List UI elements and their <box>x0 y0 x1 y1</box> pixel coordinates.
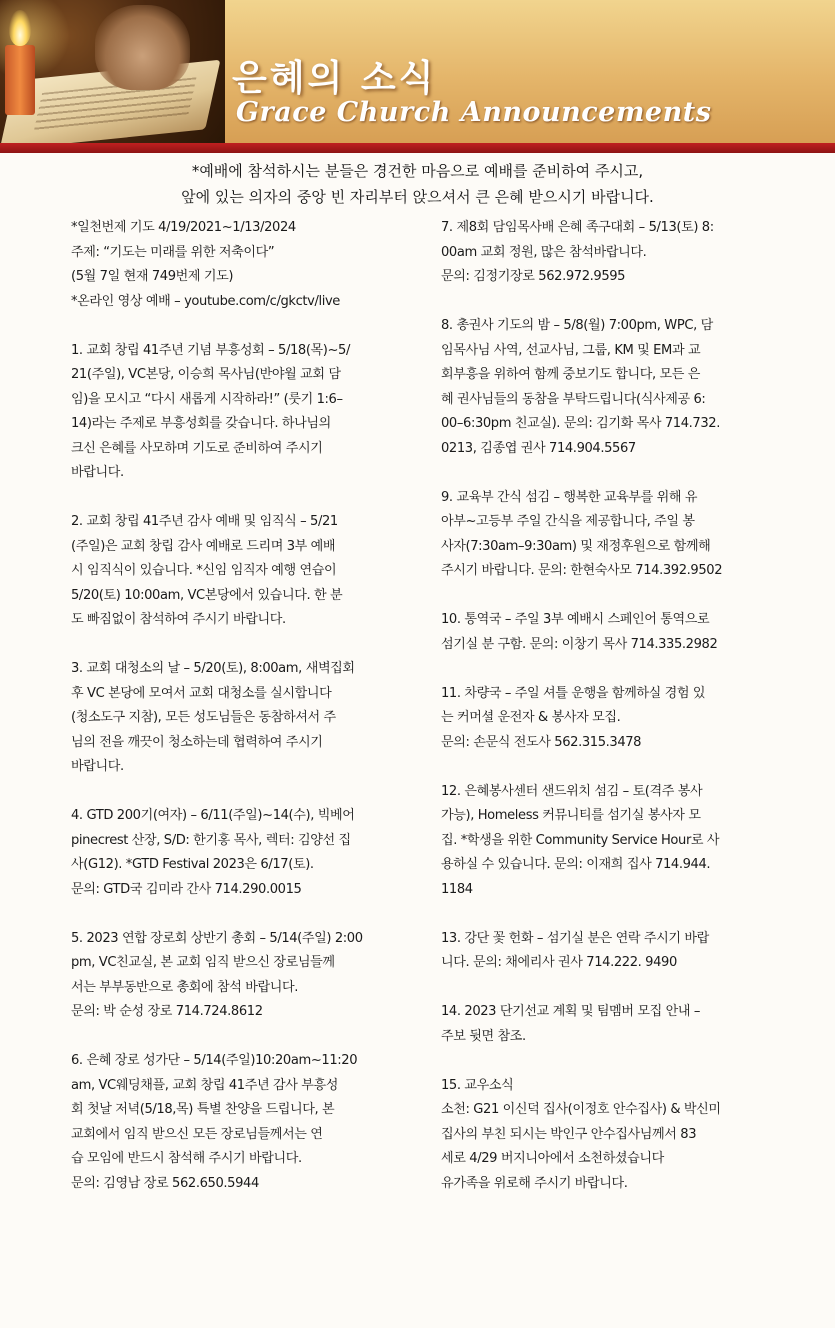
announcement-line: 주제: “기도는 미래를 위한 저축이다” <box>71 244 275 260</box>
announcement-line: am, VC웨딩채플, 교회 창립 41주년 감사 부흥성 <box>71 1077 338 1093</box>
worship-notice <box>0 158 835 210</box>
block-spacer <box>71 902 433 927</box>
announcement-line: pm, VC친교실, 본 교회 임직 받으신 장로님들께 <box>71 955 335 970</box>
block-spacer <box>71 780 433 805</box>
announcement-line: 혜 권사님들의 동참을 부탁드립니다(식사제공 6: <box>441 391 706 407</box>
announcement-line: 10. 통역국 – 주일 3부 예배시 스페인어 통역으로 <box>441 612 710 627</box>
block-spacer <box>71 486 433 511</box>
announcement-item <box>71 1049 433 1196</box>
block-spacer <box>71 314 433 339</box>
announcement-line: 문의: 김영남 장로 562.650.5944 <box>71 1175 259 1191</box>
announcement-line: (청소도구 지참), 모든 성도님들은 동참하셔서 주 <box>71 710 336 725</box>
announcement-line: 13. 강단 꽃 헌화 – 섬기실 분은 연락 주시기 바랍 <box>441 930 709 946</box>
announcement-line: 아부~고등부 주일 간식을 제공합니다, 주일 봉 <box>441 514 695 529</box>
announcement-line: 5/20(토) 10:00am, VC본당에서 있습니다. 한 분 <box>71 587 343 603</box>
announcements-right-column <box>441 216 803 1196</box>
announcement-line: 15. 교우소식 <box>441 1077 514 1093</box>
announcement-line: 문의: 김정기장로 562.972.9595 <box>441 269 626 284</box>
announcement-line: 주시기 바랍니다. 문의: 한현숙사모 714.392.9502 <box>441 563 723 578</box>
announcement-line: (주일)은 교회 창립 감사 예배로 드리며 3부 예배 <box>71 538 336 554</box>
block-spacer <box>441 976 803 1001</box>
notice-line: 앞에 있는 의자의 중앙 빈 자리부터 앉으셔서 큰 은혜 받으시기 바랍니다. <box>181 188 654 206</box>
announcement-line: 시 임직식이 있습니다. *신임 임직자 예행 연습이 <box>71 563 337 578</box>
announcement-line: 8. 총권사 기도의 밤 – 5/8(월) 7:00pm, WPC, 담 <box>441 318 713 333</box>
block-spacer <box>441 902 803 927</box>
announcement-line: 회부흥을 위하여 함께 중보기도 합니다, 모든 은 <box>441 367 701 382</box>
block-spacer <box>441 290 803 315</box>
announcement-line: 바랍니다. <box>71 759 124 774</box>
announcement-line: 문의: 손문식 전도사 562.315.3478 <box>441 734 642 750</box>
announcement-line: 14. 2023 단기선교 계획 및 팀멤버 모집 안내 – <box>441 1004 701 1019</box>
announcement-line: 교회에서 임직 받으신 모든 장로님들께서는 연 <box>71 1126 323 1142</box>
announcement-line: 임목사님 사역, 선교사님, 그룹, KM 및 EM과 교 <box>441 342 701 358</box>
block-spacer <box>441 584 803 609</box>
announcement-item <box>71 804 433 902</box>
announcement-line: 는 커머셜 운전자 & 봉사자 모집. <box>441 710 621 725</box>
header-divider <box>0 143 835 153</box>
announcement-item <box>441 682 803 756</box>
announcement-line: 가능), Homeless 커뮤니티를 섬기실 봉사자 모 <box>441 808 701 823</box>
announcement-line: 1184 <box>441 881 473 897</box>
announcement-line: 6. 은혜 장로 성가단 – 5/14(주일)10:20am~11:20 <box>71 1053 358 1068</box>
block-spacer <box>441 755 803 780</box>
announcement-line: 9. 교육부 간식 섬김 – 행복한 교육부를 위해 유 <box>441 489 698 505</box>
block-spacer <box>441 657 803 682</box>
announcement-line: 3. 교회 대청소의 날 – 5/20(토), 8:00am, 새벽집회 <box>71 661 355 676</box>
announcement-line: (5월 7일 현재 749번제 기도) <box>71 269 234 284</box>
announcement-line: 주보 뒷면 참조. <box>441 1028 526 1044</box>
announcement-line: 14)라는 주제로 부흥성회를 갖습니다. 하나님의 <box>71 416 331 431</box>
announcement-line: 회 첫날 저녁(5/18,목) 특별 찬양을 드립니다, 본 <box>71 1102 335 1117</box>
announcement-line: 니다. 문의: 채에리사 권사 714.222. 9490 <box>441 955 677 970</box>
announcement-line: 00am 교회 정원, 많은 참석바랍니다. <box>441 244 647 260</box>
announcement-line: 사(G12). *GTD Festival 2023은 6/17(토). <box>71 857 314 872</box>
announcement-line: 1. 교회 창립 41주년 기념 부흥성회 – 5/18(목)~5/ <box>71 342 351 358</box>
announcement-item <box>441 1074 803 1197</box>
announcements-left-column <box>71 216 433 1196</box>
announcement-line: 도 빠짐없이 참석하여 주시기 바랍니다. <box>71 612 286 627</box>
announcement-line: 크신 은혜를 사모하며 기도로 준비하여 주시기 <box>71 440 323 456</box>
block-spacer <box>71 1025 433 1050</box>
announcement-line: 습 모임에 반드시 참석해 주시기 바랍니다. <box>71 1151 302 1166</box>
announcement-item <box>71 339 433 486</box>
header-banner <box>0 0 835 143</box>
block-spacer <box>441 1049 803 1074</box>
announcement-line: 바랍니다. <box>71 465 124 480</box>
announcement-line: 임)을 모시고 “다시 새롭게 시작하라!” (룻기 1:6– <box>71 391 343 407</box>
announcement-line: 00–6:30pm 친교실). 문의: 김기화 목사 714.732. <box>441 416 720 431</box>
announcement-item <box>71 510 433 633</box>
announcement-line: *온라인 영상 예배 – youtube.com/c/gkctv/live <box>71 293 340 309</box>
announcement-line: 용하실 수 있습니다. 문의: 이재희 집사 714.944. <box>441 857 711 872</box>
announcement-line: 섬기실 분 구함. 문의: 이창기 목사 714.335.2982 <box>441 636 718 652</box>
announcement-line: 2. 교회 창립 41주년 감사 예배 및 임직식 – 5/21 <box>71 514 338 529</box>
announcement-line: 유가족을 위로해 주시기 바랍니다. <box>441 1175 628 1191</box>
announcement-item <box>441 486 803 584</box>
announcement-line: 사자(7:30am–9:30am) 및 재정후원으로 함께해 <box>441 538 711 554</box>
announcement-line: *일천번제 기도 4/19/2021~1/13/2024 <box>71 220 296 235</box>
announcement-line: 7. 제8회 담임목사배 은혜 족구대회 – 5/13(토) 8: <box>441 220 714 235</box>
announcement-line: 21(주일), VC본당, 이승희 목사님(반야월 교회 담 <box>71 367 341 382</box>
announcement-item <box>71 927 433 1025</box>
announcement-line: 세로 4/29 버지니아에서 소천하셨습니다 <box>441 1151 664 1166</box>
announcement-item <box>71 657 433 780</box>
announcement-item <box>441 927 803 976</box>
announcement-line: 후 VC 본당에 모여서 교회 대청소를 실시합니다 <box>71 685 332 701</box>
announcement-line: 님의 전을 깨끗이 청소하는데 협력하여 주시기 <box>71 734 323 750</box>
announcement-line: 문의: 박 순성 장로 714.724.8612 <box>71 1004 263 1019</box>
announcement-line: 4. GTD 200기(여자) – 6/11(주일)~14(수), 빅베어 <box>71 808 355 823</box>
announcement-item <box>441 608 803 657</box>
announcement-line: 5. 2023 연합 장로회 상반기 총회 – 5/14(주일) 2:00 <box>71 930 363 946</box>
announcement-line: 소천: G21 이신덕 집사(이정호 안수집사) & 박신미 <box>441 1102 721 1117</box>
announcement-item <box>441 314 803 461</box>
announcement-line: 0213, 김종엽 권사 714.904.5567 <box>441 440 636 456</box>
candle-bible-prayer-photo <box>0 0 225 143</box>
announcement-line: 12. 은혜봉사센터 샌드위치 섬김 – 토(격주 봉사 <box>441 783 703 799</box>
announcement-item <box>441 780 803 903</box>
page-title: 은혜의 소식 <box>232 58 437 99</box>
announcement-line: pinecrest 산장, S/D: 한기홍 목사, 렉터: 김양선 집 <box>71 832 351 848</box>
announcement-item <box>441 216 803 290</box>
block-spacer <box>71 633 433 658</box>
announcement-line: 집사의 부친 되시는 박인구 안수집사님께서 83 <box>441 1126 697 1142</box>
announcement-line: 서는 부부동반으로 총회에 참석 바랍니다. <box>71 979 299 995</box>
block-spacer <box>441 461 803 486</box>
announcement-line: 11. 차량국 – 주일 셔틀 운행을 함께하실 경험 있 <box>441 685 706 701</box>
page-subtitle: Grace Church Announcements <box>236 97 712 128</box>
announcement-line: 문의: GTD국 김미라 간사 714.290.0015 <box>71 881 302 897</box>
announcement-item <box>441 1000 803 1049</box>
notice-line: *예배에 참석하시는 분들은 경건한 마음으로 예배를 준비하여 주시고, <box>191 162 644 180</box>
announcement-line: 집. *학생을 위한 Community Service Hour로 사 <box>441 832 720 848</box>
announcement-item <box>71 216 433 314</box>
